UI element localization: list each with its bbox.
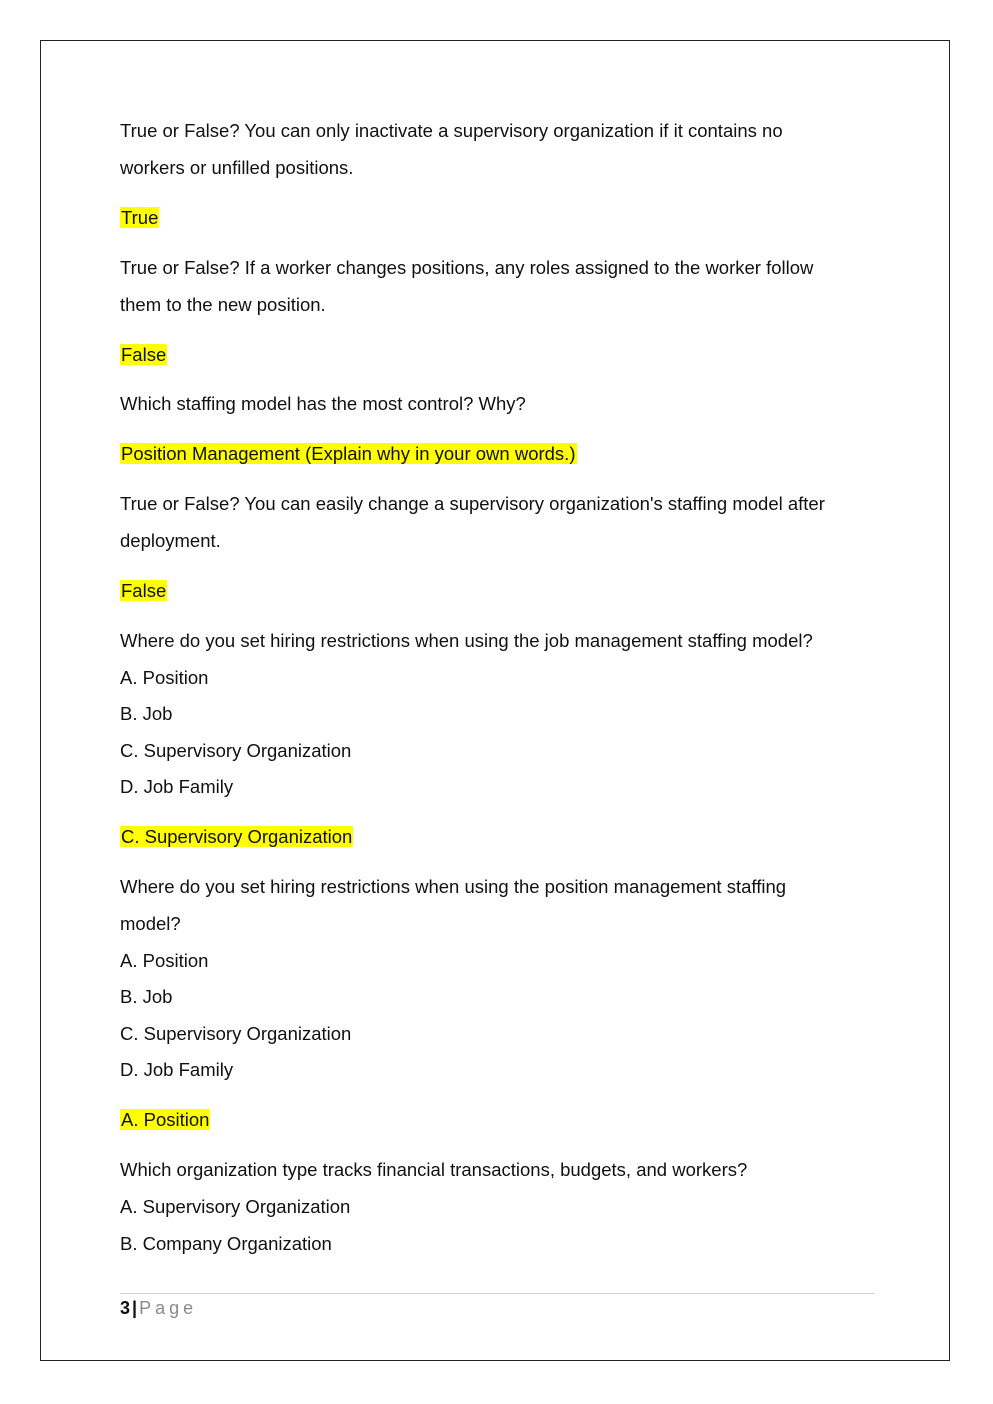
question-4-line-1: True or False? You can easily change a supervisory organization's staffing model after: [120, 493, 825, 514]
question-1-line-1: True or False? You can only inactivate a supervisory organization if it contains no: [120, 120, 783, 141]
question-7-line-1: Which organization type tracks financial transactions, budgets, and workers?: [120, 1159, 748, 1180]
answer-6-highlight: A. Position: [121, 1109, 210, 1130]
answer-3: [120, 442, 577, 466]
question-5-option-b: B. Job: [120, 703, 173, 724]
question-6-option-d: D. Job Family: [120, 1059, 234, 1080]
answer-5-highlight: C. Supervisory Organization: [121, 826, 353, 847]
question-6-line-2: model?: [120, 913, 181, 934]
question-4-line-2: deployment.: [120, 530, 221, 551]
question-2-line-1: True or False? If a worker changes positions, any roles assigned to the worker follow: [120, 257, 814, 278]
question-5-line-1: Where do you set hiring restrictions when using the job management staffing model?: [120, 630, 813, 651]
answer-5: [120, 825, 353, 849]
question-7-option-b: B. Company Organization: [120, 1233, 332, 1254]
page-word: Page: [139, 1298, 198, 1318]
question-6-line-1: Where do you set hiring restrictions when using the position management staffing: [120, 876, 787, 897]
answer-2-highlight: False: [121, 344, 167, 365]
question-5-option-a: A. Position: [120, 667, 209, 688]
answer-2: [120, 343, 167, 367]
page-footer: [120, 1296, 197, 1320]
question-1-line-2: workers or unfilled positions.: [120, 157, 354, 178]
question-2-line-2: them to the new position.: [120, 294, 326, 315]
footer-separator: |: [132, 1298, 138, 1318]
footer-divider: [120, 1293, 874, 1294]
page-number: 3: [120, 1298, 131, 1318]
question-7-option-a: A. Supervisory Organization: [120, 1196, 351, 1217]
answer-1: [120, 206, 159, 230]
answer-3-highlight: Position Management (Explain why in your own words.): [121, 443, 576, 464]
answer-6: [120, 1108, 210, 1132]
question-6-option-a: A. Position: [120, 950, 209, 971]
question-6-option-c: C. Supervisory Organization: [120, 1023, 352, 1044]
question-5-option-d: D. Job Family: [120, 776, 234, 797]
answer-4: [120, 579, 167, 603]
question-5-option-c: C. Supervisory Organization: [120, 740, 352, 761]
answer-4-highlight: False: [121, 580, 167, 601]
question-3-line-1: Which staffing model has the most control? Why?: [120, 393, 526, 414]
question-6-option-b: B. Job: [120, 986, 173, 1007]
answer-1-highlight: True: [121, 207, 159, 228]
